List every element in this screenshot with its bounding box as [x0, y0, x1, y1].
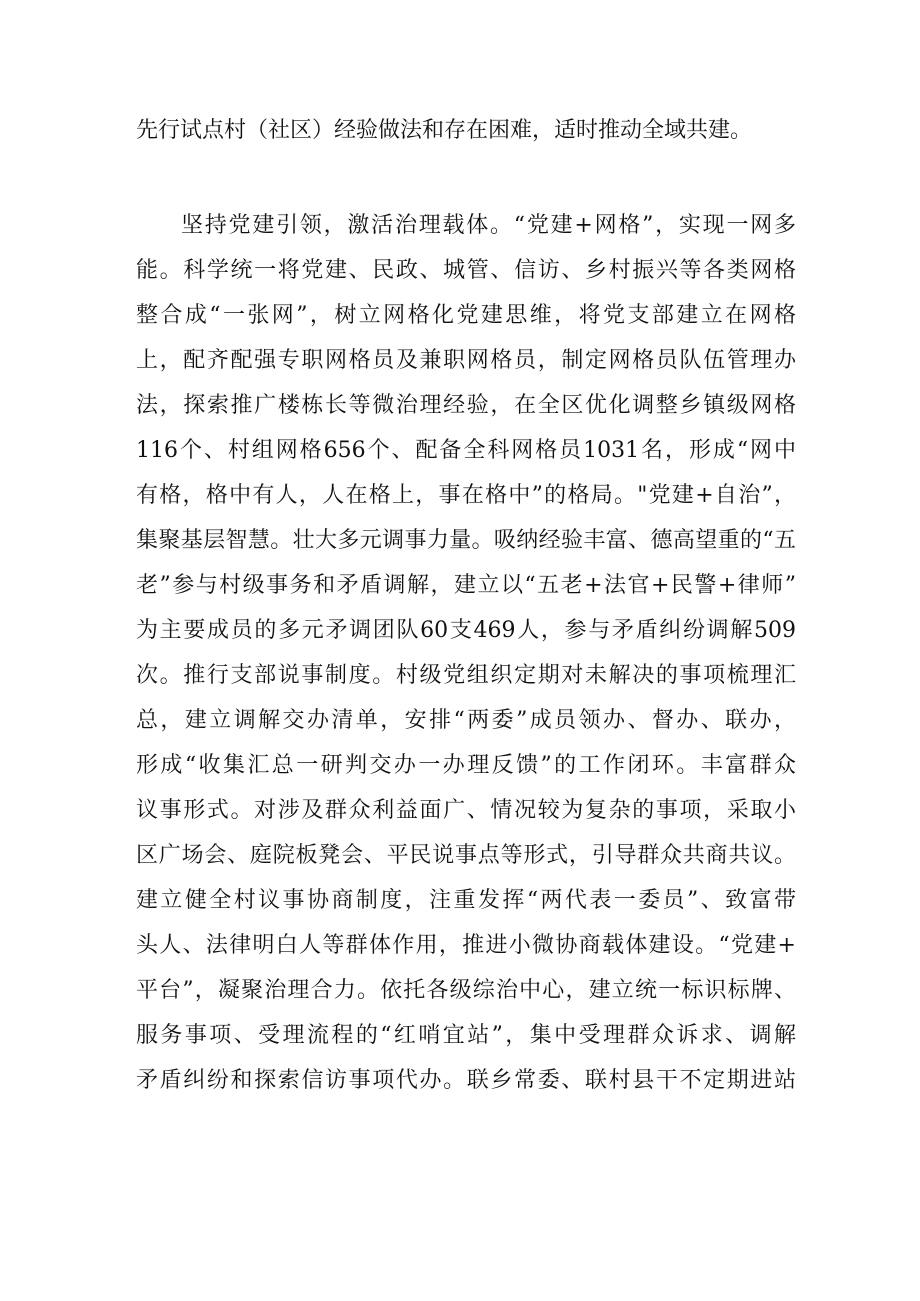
text-line-13: 总，建立调解交办清单，安排“两委”成员领办、督办、联办，	[136, 708, 796, 733]
text-line-5: 上，配齐配强专职网格员及兼职网格员，制定网格员队伍管理办	[136, 348, 796, 373]
text-line-9: 集聚基层智慧。壮大多元调事力量。吸纳经验丰富、德高望重的“五	[136, 528, 796, 553]
text-line-6: 法，探索推广楼栋长等微治理经验，在全区优化调整乡镇级网格	[136, 393, 796, 418]
text-line-10: 老”参与村级事务和矛盾调解，建立以“五老+法官+民警+律师”	[136, 573, 796, 598]
text-line-8: 有格，格中有人，人在格上，事在格中”的格局。"党建+自治”，	[136, 483, 796, 508]
text-line-16: 区广场会、庭院板凳会、平民说事点等形式，引导群众共商共议。	[136, 843, 796, 868]
text-line-20: 服务事项、受理流程的“红哨宜站”，集中受理群众诉求、调解	[136, 1023, 796, 1048]
text-line-1: 先行试点村（社区）经验做法和存在困难，适时推动全域共建。	[136, 118, 753, 143]
text-line-11: 为主要成员的多元矛调团队60支469人，参与矛盾纠纷调解509	[136, 618, 796, 643]
text-line-17: 建立健全村议事协商制度，注重发挥“两代表一委员”、致富带	[136, 888, 796, 913]
text-line-21: 矛盾纠纷和探索信访事项代办。联乡常委、联村县干不定期进站	[136, 1068, 796, 1093]
text-line-15: 议事形式。对涉及群众利益面广、情况较为复杂的事项，采取小	[136, 798, 796, 823]
text-line-12: 次。推行支部说事制度。村级党组织定期对未解决的事项梳理汇	[136, 663, 796, 688]
text-line-3: 能。科学统一将党建、民政、城管、信访、乡村振兴等各类网格	[136, 258, 796, 283]
text-line-14: 形成“收集汇总一研判交办一办理反馈”的工作闭环。丰富群众	[136, 753, 796, 778]
text-line-7: 116个、村组网格656个、配备全科网格员1031名，形成“网中	[136, 438, 796, 463]
text-line-18: 头人、法律明白人等群体作用，推进小微协商载体建设。“党建+	[136, 933, 796, 958]
text-line-4: 整合成“一张网”，树立网格化党建思维，将党支部建立在网格	[136, 303, 796, 328]
text-line-19: 平台”，凝聚治理合力。依托各级综治中心，建立统一标识标牌、	[136, 978, 796, 1003]
text-line-2: 坚持党建引领，激活治理载体。“党建+网格”，实现一网多	[181, 213, 796, 238]
